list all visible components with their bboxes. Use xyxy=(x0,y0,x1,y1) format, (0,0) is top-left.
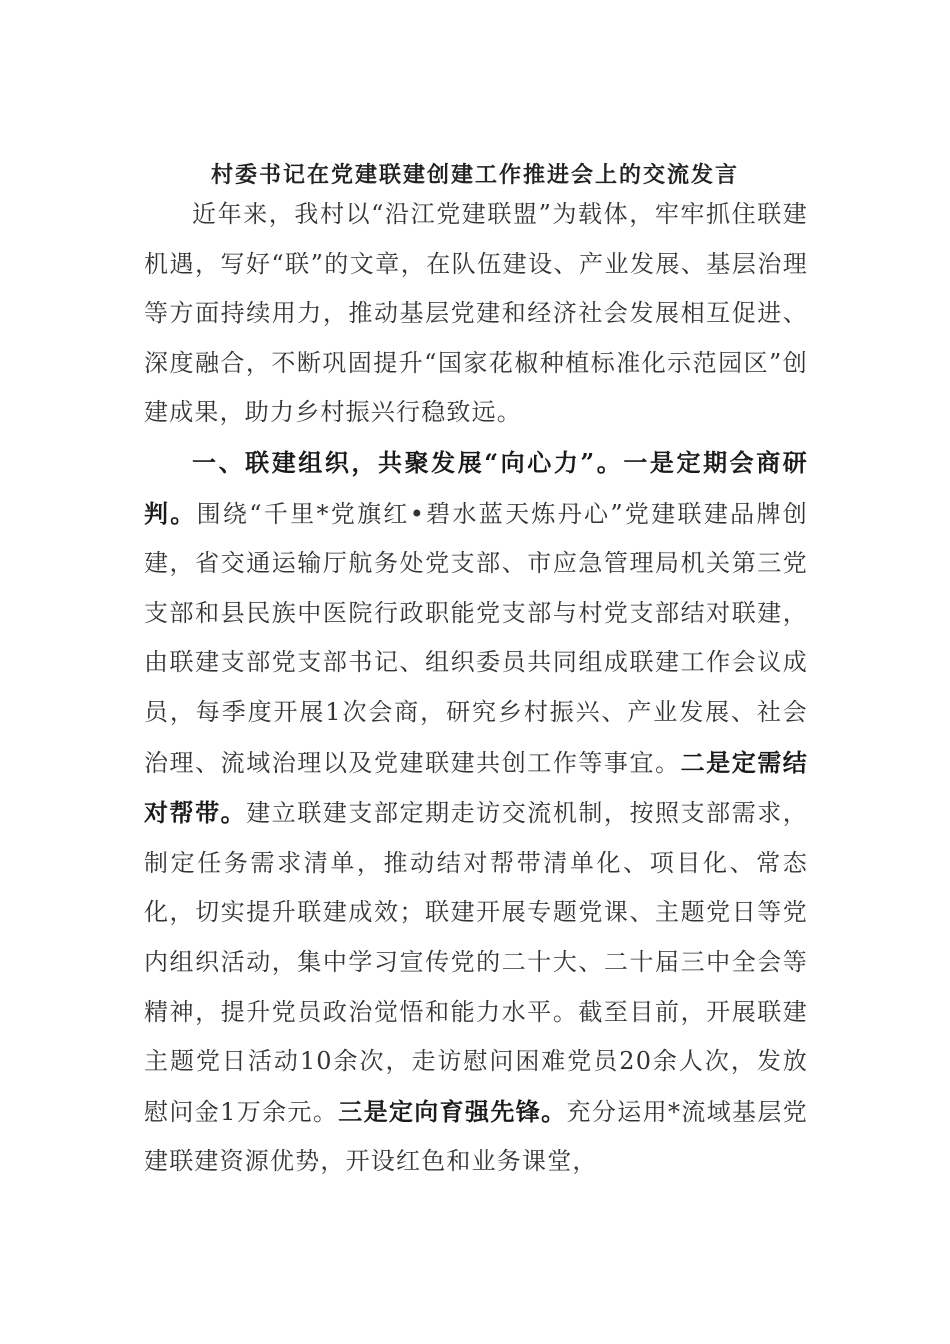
point-2-title: 二是定需结对帮带。 xyxy=(144,747,809,828)
document-body xyxy=(144,190,808,1187)
point-1-title: 一是定期会商研判。 xyxy=(144,447,808,528)
point-2-text: 建立联建支部定期走访交流机制，按照支部需求，制定任务需求清单，推动结对帮带清单化、项目化、常态化，切实提升联建成效；联建开展专题党课、主题党日等党内组织活动，集中学习宣传党的二十大、二十届三中全会等精神，提升党员政治觉悟和能力水平。截至目前，开展联建主题党日活动10余次，走访慰问困难党员20余人次，发放慰问金1万余元。 xyxy=(144,799,808,1126)
section-1-paragraph xyxy=(144,438,808,1187)
section-1-heading: 一、联建组织，共聚发展“向心力”。 xyxy=(192,447,624,477)
page-title: 村委书记在党建联建创建工作推进会上的交流发言 xyxy=(210,162,739,188)
point-1-text: 围绕“千里*党旗红•碧水蓝天炼丹心”党建联建品牌创建，省交通运输厅航务处党支部、市应急管理局机关第三党支部和县民族中医院行政职能党支部与村党支部结对联建，由联建支部党支部书记、组织委员共同组成联建工作会议成员，每季度开展1次会商，研究乡村振兴、产业发展、社会治理、流域治理以及党建联建共创工作等事宜。 xyxy=(144,499,808,777)
point-3-title: 三是定向育强先锋。 xyxy=(338,1096,567,1126)
intro-paragraph: 近年来，我村以“沿江党建联盟”为载体，牢牢抓住联建机遇，写好“联”的文章，在队伍建设、产业发展、基层治理等方面持续用力，推动基层党建和经济社会发展相互促进、深度融合，不断巩固提升“国家花椒种植标准化示范园区”创建成果，助力乡村振兴行稳致远。 xyxy=(144,200,808,427)
point-3-text: 充分运用*流域基层党建联建资源优势，开设红色和业务课堂， xyxy=(144,1097,808,1176)
